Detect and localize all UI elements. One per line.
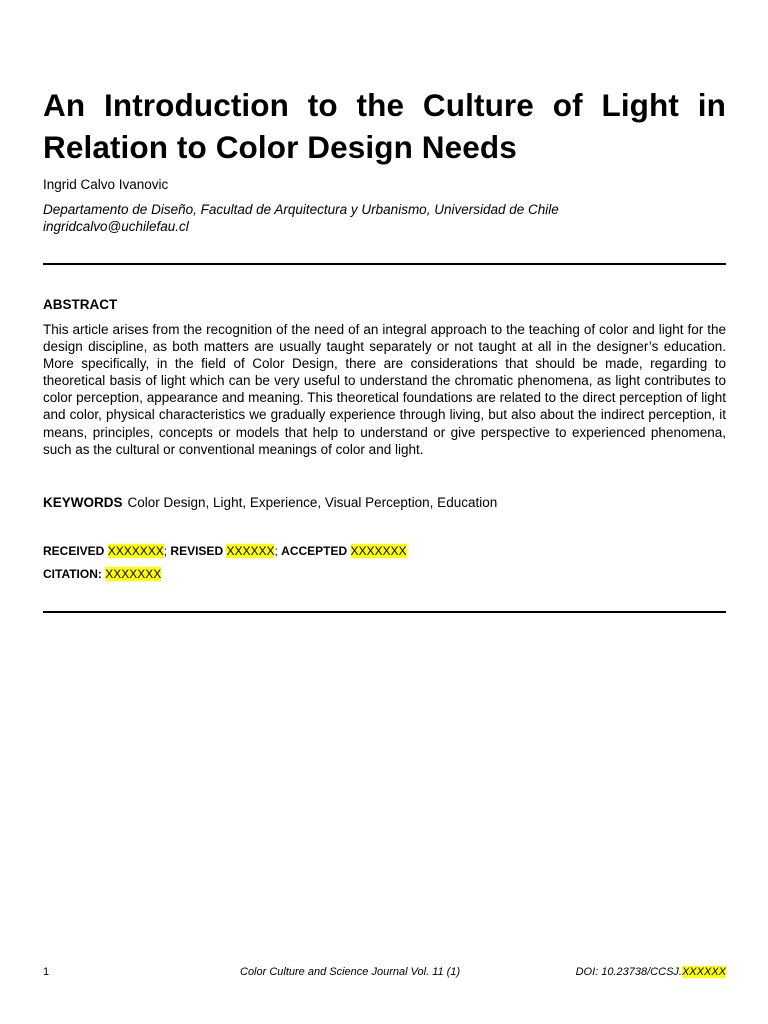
bottom-divider [43,611,726,613]
accepted-value: XXXXXXX [350,544,407,558]
page-footer [43,964,726,980]
revised-label: REVISED [170,544,224,558]
doi-prefix: DOI: 10.23738/CCSJ. [575,966,682,978]
paper-page [43,0,726,1024]
page-number: 1 [43,966,50,978]
keywords-label: KEYWORDS [43,495,123,510]
keywords-text: Color Design, Light, Experience, Visual Perception, Education [127,495,498,510]
dates-line [43,543,407,559]
paper-title: An Introduction to the Culture of Light in Relation to Color Design Needs [43,87,726,165]
citation-line [43,566,161,582]
date-separator: ; [163,544,168,558]
author-name: Ingrid Calvo Ivanovic [43,177,169,192]
affiliation: Departamento de Diseño, Facultad de Arquitectura y Urbanismo, Universidad de Chile [43,202,559,217]
received-label: RECEIVED [43,544,105,558]
author-affiliation-block [43,201,559,235]
doi-suffix: XXXXXX [681,966,726,978]
author-email: ingridcalvo@uchilefau.cl [43,219,189,234]
date-separator: ; [274,544,278,558]
revised-value: XXXXXX [226,544,275,558]
citation-label: CITATION: [43,567,102,581]
abstract-text: This article arises from the recognition of the need of an integral approach to the teaching of color and light for the design discipline, as both matters are usually taught separately or not taught at all in the designer’s education. More specifically, in the field of Color Design, there are considerations that should be made, regarding to theoretical basis of light which can be very useful to understand the chromatic phenomena, as light contributes to color perception, appearance and meaning. This theoretical foundations are related to the direct perception of light and color, physical characteristics we gradually experience through living, but also about the indirect perception, it means, principles, concepts or models that help to understand or give perspective to experienced phenomena, such as the cultural or conventional meanings of color and light. [43,322,726,457]
keywords-line [43,494,497,512]
top-divider [43,263,726,265]
journal-name: Color Culture and Science Journal Vol. 11 (1) [240,966,461,978]
received-value: XXXXXXX [107,544,164,558]
accepted-label: ACCEPTED [281,544,348,558]
abstract-heading: ABSTRACT [43,297,118,312]
citation-value: XXXXXXX [105,567,162,581]
doi [576,964,726,980]
